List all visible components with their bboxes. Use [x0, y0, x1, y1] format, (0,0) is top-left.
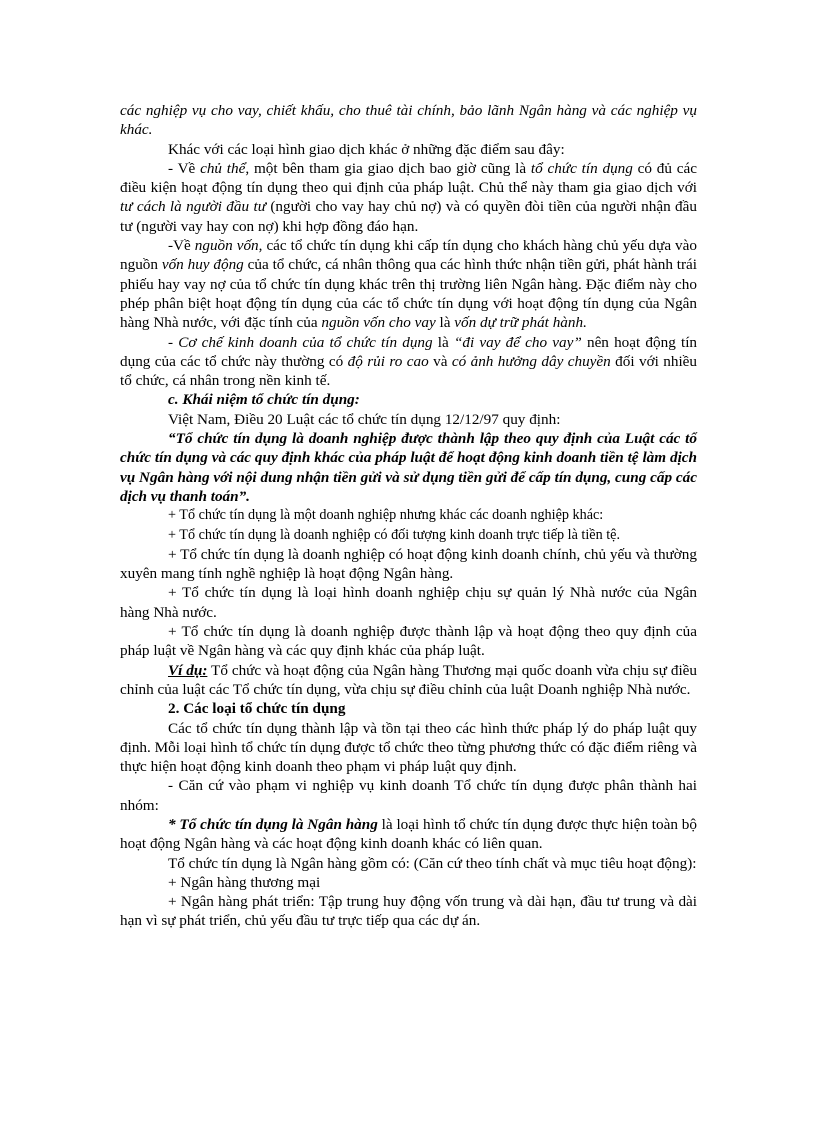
bullet-item: + Tổ chức tín dụng là một doanh nghiệp nhưng khác các doanh nghiệp khác: [168, 507, 604, 524]
paragraph-example [120, 661, 697, 700]
paragraph-classification: - Căn cứ vào phạm vi nghiệp vụ kinh doanh Tổ chức tín dụng được phân thành hai nhóm: [120, 777, 697, 814]
text-run: nên hoạt động tín dụng của các tổ chức này thường có [120, 333, 698, 370]
text-run-italic: nguồn vốn [194, 237, 259, 255]
text-run: là [432, 333, 454, 351]
paragraph-bank-includes: Tổ chức tín dụng là Ngân hàng gồm có: (Căn cứ theo tính chất và mục tiêu hoạt động): [168, 854, 697, 872]
text-run-italic: độ rủi ro cao [347, 352, 429, 370]
text-run: của tổ chức, cá nhân thông qua các hình thức nhận tiền gửi, phát hành trái phiếu hay vay nợ của tổ chức tín dụng khác trên thị trường liên Ngân hàng. Đặc điểm này cho phép phân biệt hoạt động tín dụng của các tổ chức tín dụng với hoạt động tín dụng của Ngân hàng Nhà nước, với đặc tính của [120, 256, 698, 332]
text-run-italic: “đi vay để cho vay” [453, 333, 582, 351]
text-run-italic: tổ chức tín dụng [530, 159, 633, 177]
text-run: , các tổ chức tín dụng khi cấp tín dụng cho khách hàng chủ yếu dựa vào nguồn [120, 237, 697, 274]
definition-quote: “Tổ chức tín dụng là doanh nghiệp được thành lập theo quy định của Luật các tổ chức tín dụng và các quy định khác của pháp luật để hoạt động kinh doanh tiền tệ làm dịch vụ Ngân hàng với nội dung nhận tiền gửi và sử dụng tiền gửi để cấp tín dụng, cung cấp các dịch vụ thanh toán”. [120, 430, 697, 505]
text-run-bold-italic: * Tổ chức tín dụng là Ngân hàng [168, 815, 378, 833]
text-run: , một bên tham gia giao dịch bao giờ cũng là [245, 159, 531, 177]
text-run-italic: vốn huy động [161, 256, 244, 274]
paragraph-business-mechanism [120, 333, 697, 391]
bullet-item: + Tổ chức tín dụng là doanh nghiệp có đối tượng kinh doanh trực tiếp là tiền tệ. [168, 526, 621, 543]
text-run: đối với nhiều tổ chức, cá nhân trong nền kinh tế. [120, 352, 697, 390]
text-run-italic: nguồn vốn cho vay [321, 314, 436, 332]
text-run-italic: vốn dự trữ phát hành. [454, 314, 587, 332]
example-label: Ví dụ: [168, 661, 208, 679]
text-run-italic: có ảnh hưởng dây chuyền [451, 352, 611, 370]
text-run-italic: chủ thể [200, 159, 246, 177]
text-run: có đủ các điều kiện hoạt động tín dụng theo qui định của pháp luật. Chủ thể này tham gia giao dịch với [120, 159, 697, 197]
bullet-item: + Tổ chức tín dụng là doanh nghiệp được thành lập và hoạt động theo quy định của pháp luật về Ngân hàng và các quy định khác của pháp luật. [120, 623, 697, 660]
document-page [120, 101, 697, 931]
text-run: và [428, 352, 452, 370]
paragraph-capital-source [120, 236, 697, 332]
paragraph-bank-type [120, 815, 697, 854]
paragraph-intro: Khác với các loại hình giao dịch khác ở những đặc điểm sau đây: [168, 140, 565, 158]
section-heading-c: c. Khái niệm tổ chức tín dụng: [168, 391, 360, 409]
text-run: -Về [168, 237, 195, 255]
bullet-item: + Tổ chức tín dụng là doanh nghiệp có hoạt động kinh doanh chính, chủ yếu và thường xuyên mang tính nghề nghiệp là hoạt động Ngân hàng. [120, 545, 697, 583]
paragraph-continuation: các nghiệp vụ cho vay, chiết khấu, cho thuê tài chính, bảo lãnh Ngân hàng và các nghiệp vụ khác. [120, 102, 697, 139]
text-run: là [435, 314, 455, 332]
text-run: (người cho vay hay chủ nợ) và có quyền đòi tiền của người nhận đầu tư (người vay hay con nợ) khi hợp đồng đáo hạn. [120, 198, 697, 235]
text-run: - Về [168, 159, 201, 177]
bullet-item: + Tổ chức tín dụng là loại hình doanh nghiệp chịu sự quản lý Nhà nước của Ngân hàng Nhà nước. [120, 584, 697, 621]
paragraph-law-reference: Việt Nam, Điều 20 Luật các tổ chức tín dụng 12/12/97 quy định: [168, 410, 561, 428]
text-run-italic: tư cách là người đầu tư [120, 198, 266, 216]
paragraph-legal-forms: Các tổ chức tín dụng thành lập và tồn tại theo các hình thức pháp lý do pháp luật quy định. Mỗi loại hình tổ chức tín dụng được tổ chức theo từng phương thức có đặc điểm riêng và thực hiện hoạt động kinh doanh theo phạm vi pháp luật quy định. [120, 719, 697, 776]
bullet-item: + Ngân hàng thương mại [168, 873, 321, 891]
paragraph-subject [120, 159, 697, 236]
text-run: Tổ chức và hoạt động của Ngân hàng Thương mại quốc doanh vừa chịu sự điều chỉnh của luật các Tổ chức tín dụng, vừa chịu sự điều chỉnh của luật Doanh nghiệp Nhà nước. [120, 661, 698, 698]
text-run-italic: - Cơ chế kinh doanh của tổ chức tín dụng [168, 333, 433, 351]
section-heading-2: 2. Các loại tổ chức tín dụng [168, 700, 346, 718]
bullet-item: + Ngân hàng phát triển: Tập trung huy động vốn trung và dài hạn, đầu tư trung và dài hạn vì sự phát triển, chủ yếu đầu tư trực tiếp qua các dự án. [120, 893, 697, 930]
text-run: là loại hình tổ chức tín dụng được thực hiện toàn bộ hoạt động Ngân hàng và các hoạt động kinh doanh khác có liên quan. [120, 815, 697, 853]
